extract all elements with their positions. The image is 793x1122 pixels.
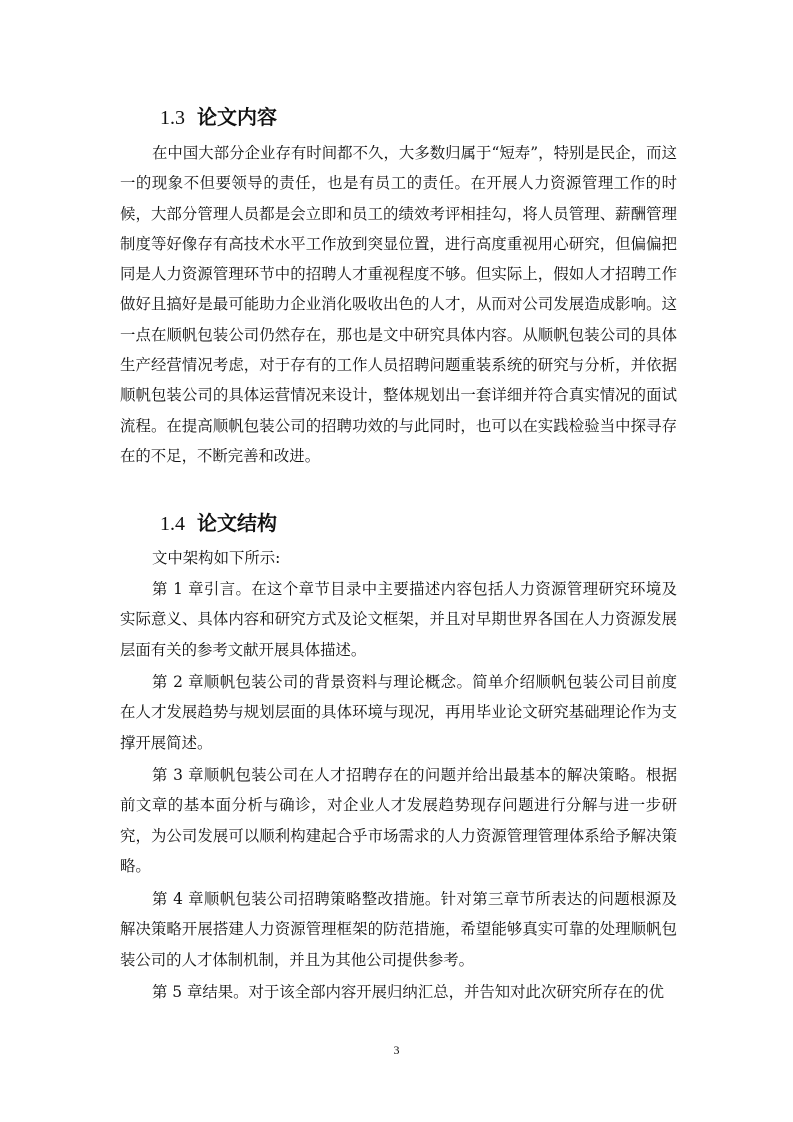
section-heading-1-4 <box>160 509 277 538</box>
section-number: 1.4 <box>160 513 185 535</box>
chapter-2-paragraph: 第 2 章顺帆包装公司的背景资料与理论概念。简单介绍顺帆包装公司目前度在人才发展趋势与规划层面的具体环境与现况，再用毕业论文研究基础理论作为支撑开展简述。 <box>120 673 677 752</box>
section-heading-1-3 <box>160 103 277 132</box>
chapter-1-paragraph: 第 1 章引言。在这个章节目录中主要描述内容包括人力资源管理研究环境及实际意义、具体内容和研究方式及论文框架，并且对早期世界各国在人力资源发展层面有关的参考文献开展具体描述。 <box>120 580 677 659</box>
section-number: 1.3 <box>160 107 185 129</box>
page-number: 3 <box>393 1043 400 1057</box>
section-1-3-paragraph: 在中国大部分企业存有时间都不久，大多数归属于“短寿”，特别是民企，而这一的现象不但要领导的责任，也是有员工的责任。在开展人力资源管理工作的时候，大部分管理人员都是会立即和员工的绩效考评相挂勾，将人员管理、薪酬管理制度等好像存有高技术水平工作放到突显位置，进行高度重视用心研究，但偏偏把同是人力资源管理环节中的招聘人才重视程度不够。但实际上，假如人才招聘工作做好且搞好是最可能助力企业消化吸收出色的人才，从而对公司发展造成影响。这一点在顺帆包装公司仍然存在，那也是文中研究具体内容。从顺帆包装公司的具体生产经营情况考虑，对于存有的工作人员招聘问题重装系统的研究与分析，并依据顺帆包装公司的具体运营情况来设计，整体规划出一套详细并符合真实情况的面试流程。在提高顺帆包装公司的招聘功效的与此同时，也可以在实践检验当中探寻存在的不足，不断完善和改进。 <box>120 144 677 465</box>
section-title: 论文结构 <box>197 511 277 535</box>
section-title: 论文内容 <box>197 105 277 129</box>
chapter-4-paragraph: 第 4 章顺帆包装公司招聘策略整改措施。针对第三章节所表达的问题根源及解决策略开展搭建人力资源管理框架的防范措施，希望能够真实可靠的处理顺帆包装公司的人才体制机制，并且为其他公司提供参考。 <box>120 890 677 969</box>
chapter-5-paragraph: 第 5 章结果。对于该全部内容开展归纳汇总，并告知对此次研究所存在的优 <box>152 983 665 1001</box>
structure-intro: 文中架构如下所示: <box>152 549 281 567</box>
chapter-3-paragraph: 第 3 章顺帆包装公司在人才招聘存在的问题并给出最基本的解决策略。根据前文章的基本面分析与确诊，对企业人才发展趋势现存问题进行分解与进一步研究，为公司发展可以顺利构建起合乎市场需求的人力资源管理管理体系给予解决策略。 <box>120 766 677 875</box>
